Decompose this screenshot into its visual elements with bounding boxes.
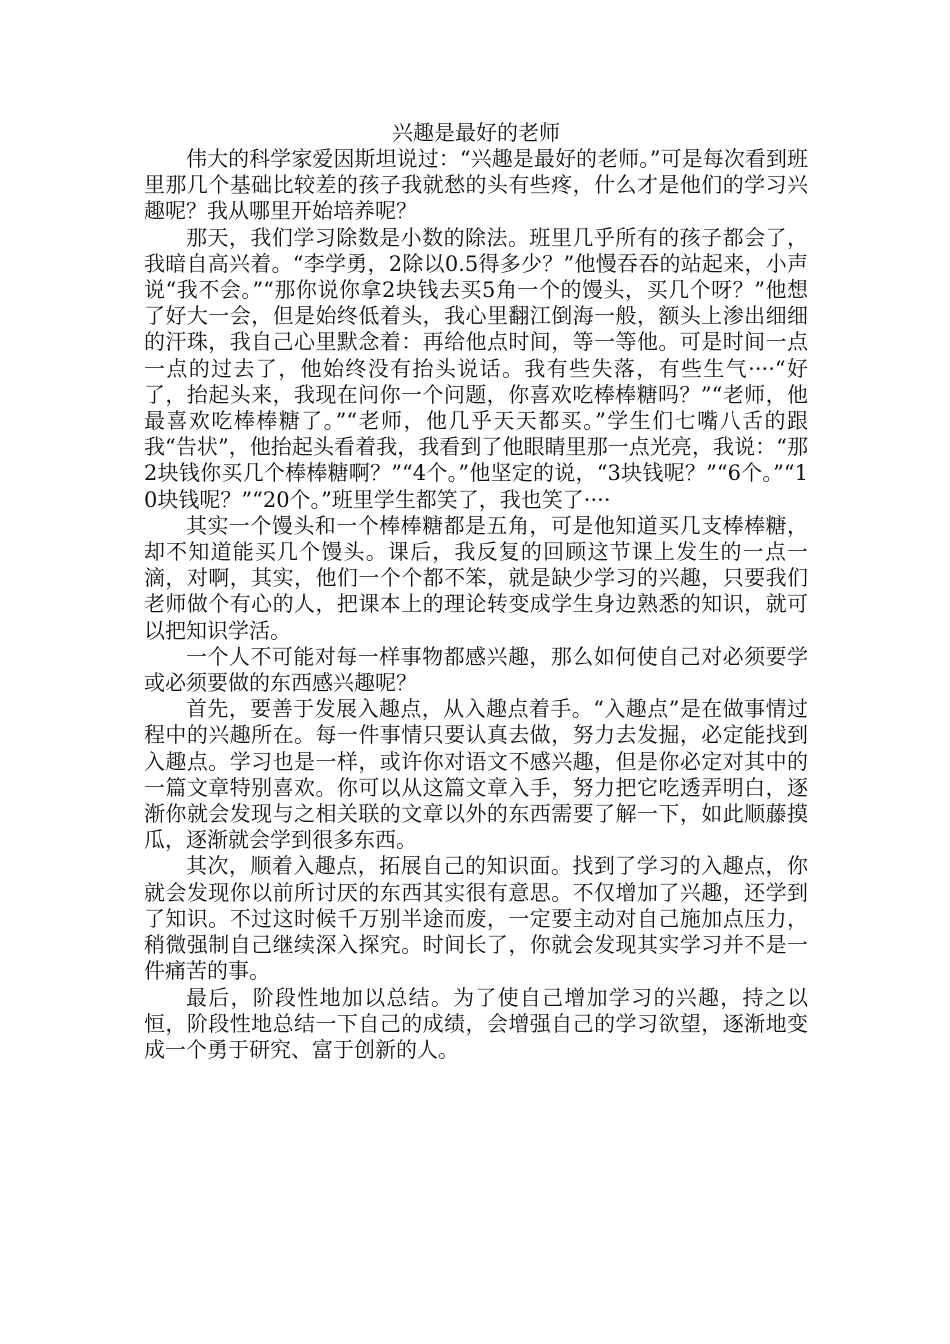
paragraph-reflection: 其实一个馒头和一个棒棒糖都是五角，可是他知道买几支棒棒糖，却不知道能买几个馒头。课后，我反复的回顾这节课上发生的一点一滴，对啊，其实，他们一个个都不笨，就是缺少学习的兴趣，只要我们老师做个有心的人，把课本上的理论转变成学生身边熟悉的知识，就可以把知识学活。 <box>144 513 808 643</box>
paragraph-question: 一个人不可能对每一样事物都感兴趣，那么如何使自己对必须要学或必须要做的东西感兴趣呢？ <box>144 644 808 696</box>
paragraph-first-point: 首先，要善于发展入趣点，从入趣点着手。“入趣点”是在做事情过程中的兴趣所在。每一件事情只要认真去做，努力去发掘，必定能找到入趣点。学习也是一样，或许你对语文不感兴趣，但是你必定对其中的一篇文章特别喜欢。你可以从这篇文章入手，努力把它吃透弄明白，逐渐你就会发现与之相关联的文章以外的东西需要了解一下，如此顺藤摸瓜，逐渐就会学到很多东西。 <box>144 697 808 853</box>
paragraph-second-point: 其次，顺着入趣点，拓展自己的知识面。找到了学习的入趣点，你就会发现你以前所讨厌的东西其实很有意思。不仅增加了兴趣，还学到了知识。不过这时候千万别半途而废，一定要主动对自己施加点压力，稍微强制自己继续深入探究。时间长了，你就会发现其实学习并不是一件痛苦的事。 <box>144 854 808 984</box>
paragraph-final-point: 最后，阶段性地加以总结。为了使自己增加学习的兴趣，持之以恒，阶段性地总结一下自己的成绩，会增强自己的学习欲望，逐渐地变成一个勇于研究、富于创新的人。 <box>144 985 808 1062</box>
document-body <box>144 120 808 1063</box>
paragraph-story: 那天，我们学习除数是小数的除法。班里几乎所有的孩子都会了，我暗自高兴着。“李学勇，2除以0.5得多少？”他慢吞吞的站起来，小声说“我不会。”“那你说你拿2块钱去买5角一个的馒头，买几个呀？”他想了好大一会，但是始终低着头，我心里翻江倒海一般，额头上渗出细细的汗珠，我自己心里默念着：再给他点时间，等一等他。可是时间一点一点的过去了，他始终没有抬头说话。我有些失落，有些生气····“好了，抬起头来，我现在问你一个问题，你喜欢吃棒棒糖吗？”“老师，他最喜欢吃棒棒糖了。”“老师，他几乎天天都买。”学生们七嘴八舌的跟我“告状”，他抬起头看着我，我看到了他眼睛里那一点光亮，我说：“那2块钱你买几个棒棒糖啊？”“4个。”他坚定的说，“3块钱呢？”“6个。”“10块钱呢？”“20个。”班里学生都笑了，我也笑了···· <box>144 225 808 512</box>
paragraph-intro: 伟大的科学家爱因斯坦说过：“兴趣是最好的老师。”可是每次看到班里那几个基础比较差的孩子我就愁的头有些疼，什么才是他们的学习兴趣呢？我从哪里开始培养呢？ <box>144 147 808 224</box>
document-title: 兴趣是最好的老师 <box>392 121 560 145</box>
